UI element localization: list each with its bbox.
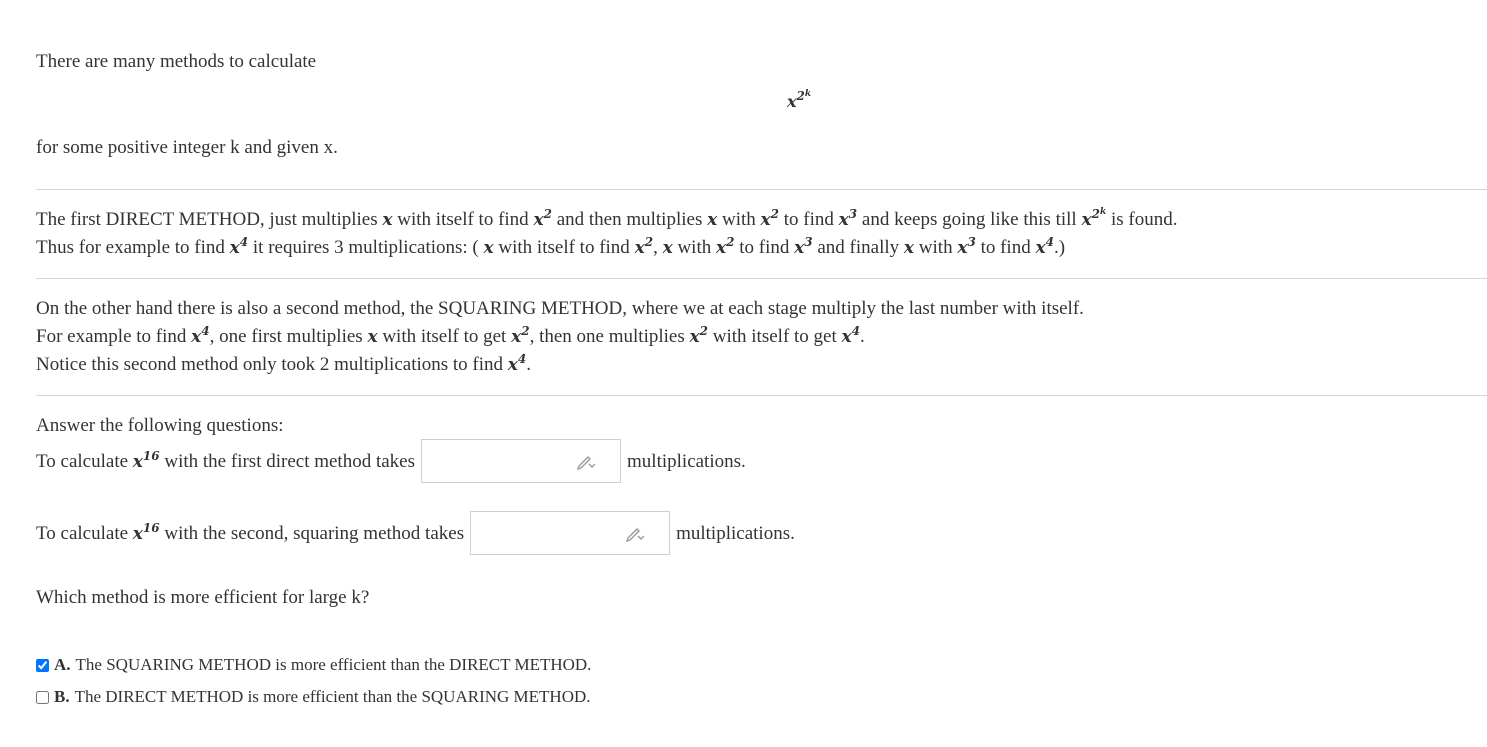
question-2: To calculate $x^{16}$ with the second, squaring method takes multiplications. bbox=[36, 512, 795, 557]
intro-line-1: There are many methods to calculate bbox=[36, 51, 317, 72]
pencil-icon bbox=[576, 452, 596, 470]
pencil-icon bbox=[625, 524, 645, 542]
choice-b-letter: B. bbox=[54, 687, 70, 706]
question-3: Which method is more efficient for large k? bbox=[36, 587, 370, 608]
squaring-method-line-3: Notice this second method only took 2 multiplications to find $x^4$. bbox=[36, 352, 532, 375]
choice-a-text: The SQUARING METHOD is more efficient than the DIRECT METHOD. bbox=[75, 655, 592, 674]
direct-method-line-2: Thus for example to find $x^4$ it requires 3 multiplications: ( x with itself to find $x^2$, x with $x^2$ to find $x^3$ and finally x with $x^3$ to find $x^4$.) bbox=[36, 235, 1066, 258]
choice-a-letter: A. bbox=[54, 655, 71, 674]
squaring-method-line-1: On the other hand there is also a second method, the SQUARING METHOD, where we at each stage multiply the last number with itself. bbox=[36, 298, 1084, 319]
question-1: To calculate $x^{16}$ with the first direct method takes multiplications. bbox=[36, 440, 746, 485]
squaring-method-line-2: For example to find $x^4$, one first multiplies x with itself to get $x^2$, then one multiplies $x^2$ with itself to get $x^4$. bbox=[36, 324, 865, 347]
divider bbox=[36, 278, 1487, 279]
choice-b-text: The DIRECT METHOD is more efficient than the SQUARING METHOD. bbox=[74, 687, 591, 706]
answer-box-squaring[interactable] bbox=[470, 511, 670, 555]
choice-b[interactable] bbox=[36, 687, 591, 707]
direct-method-line-1: The first DIRECT METHOD, just multiplies x with itself to find $x^2$ and then multiplies x with $x^2$ to find $x^3$ and keeps going like this till $x^{2^k}$ is found. bbox=[36, 207, 1178, 230]
divider bbox=[36, 395, 1487, 396]
intro-line-2: for some positive integer k and given x. bbox=[36, 137, 338, 158]
choice-b-checkbox[interactable] bbox=[36, 691, 49, 704]
display-formula: $x^{2^k}$ bbox=[787, 89, 812, 111]
divider bbox=[36, 189, 1487, 190]
choice-a-checkbox[interactable] bbox=[36, 659, 49, 672]
questions-heading: Answer the following questions: bbox=[36, 415, 284, 436]
answer-input-squaring[interactable] bbox=[471, 514, 627, 554]
choice-a[interactable] bbox=[36, 655, 591, 675]
answer-box-direct[interactable] bbox=[421, 439, 621, 483]
answer-input-direct[interactable] bbox=[422, 442, 578, 482]
